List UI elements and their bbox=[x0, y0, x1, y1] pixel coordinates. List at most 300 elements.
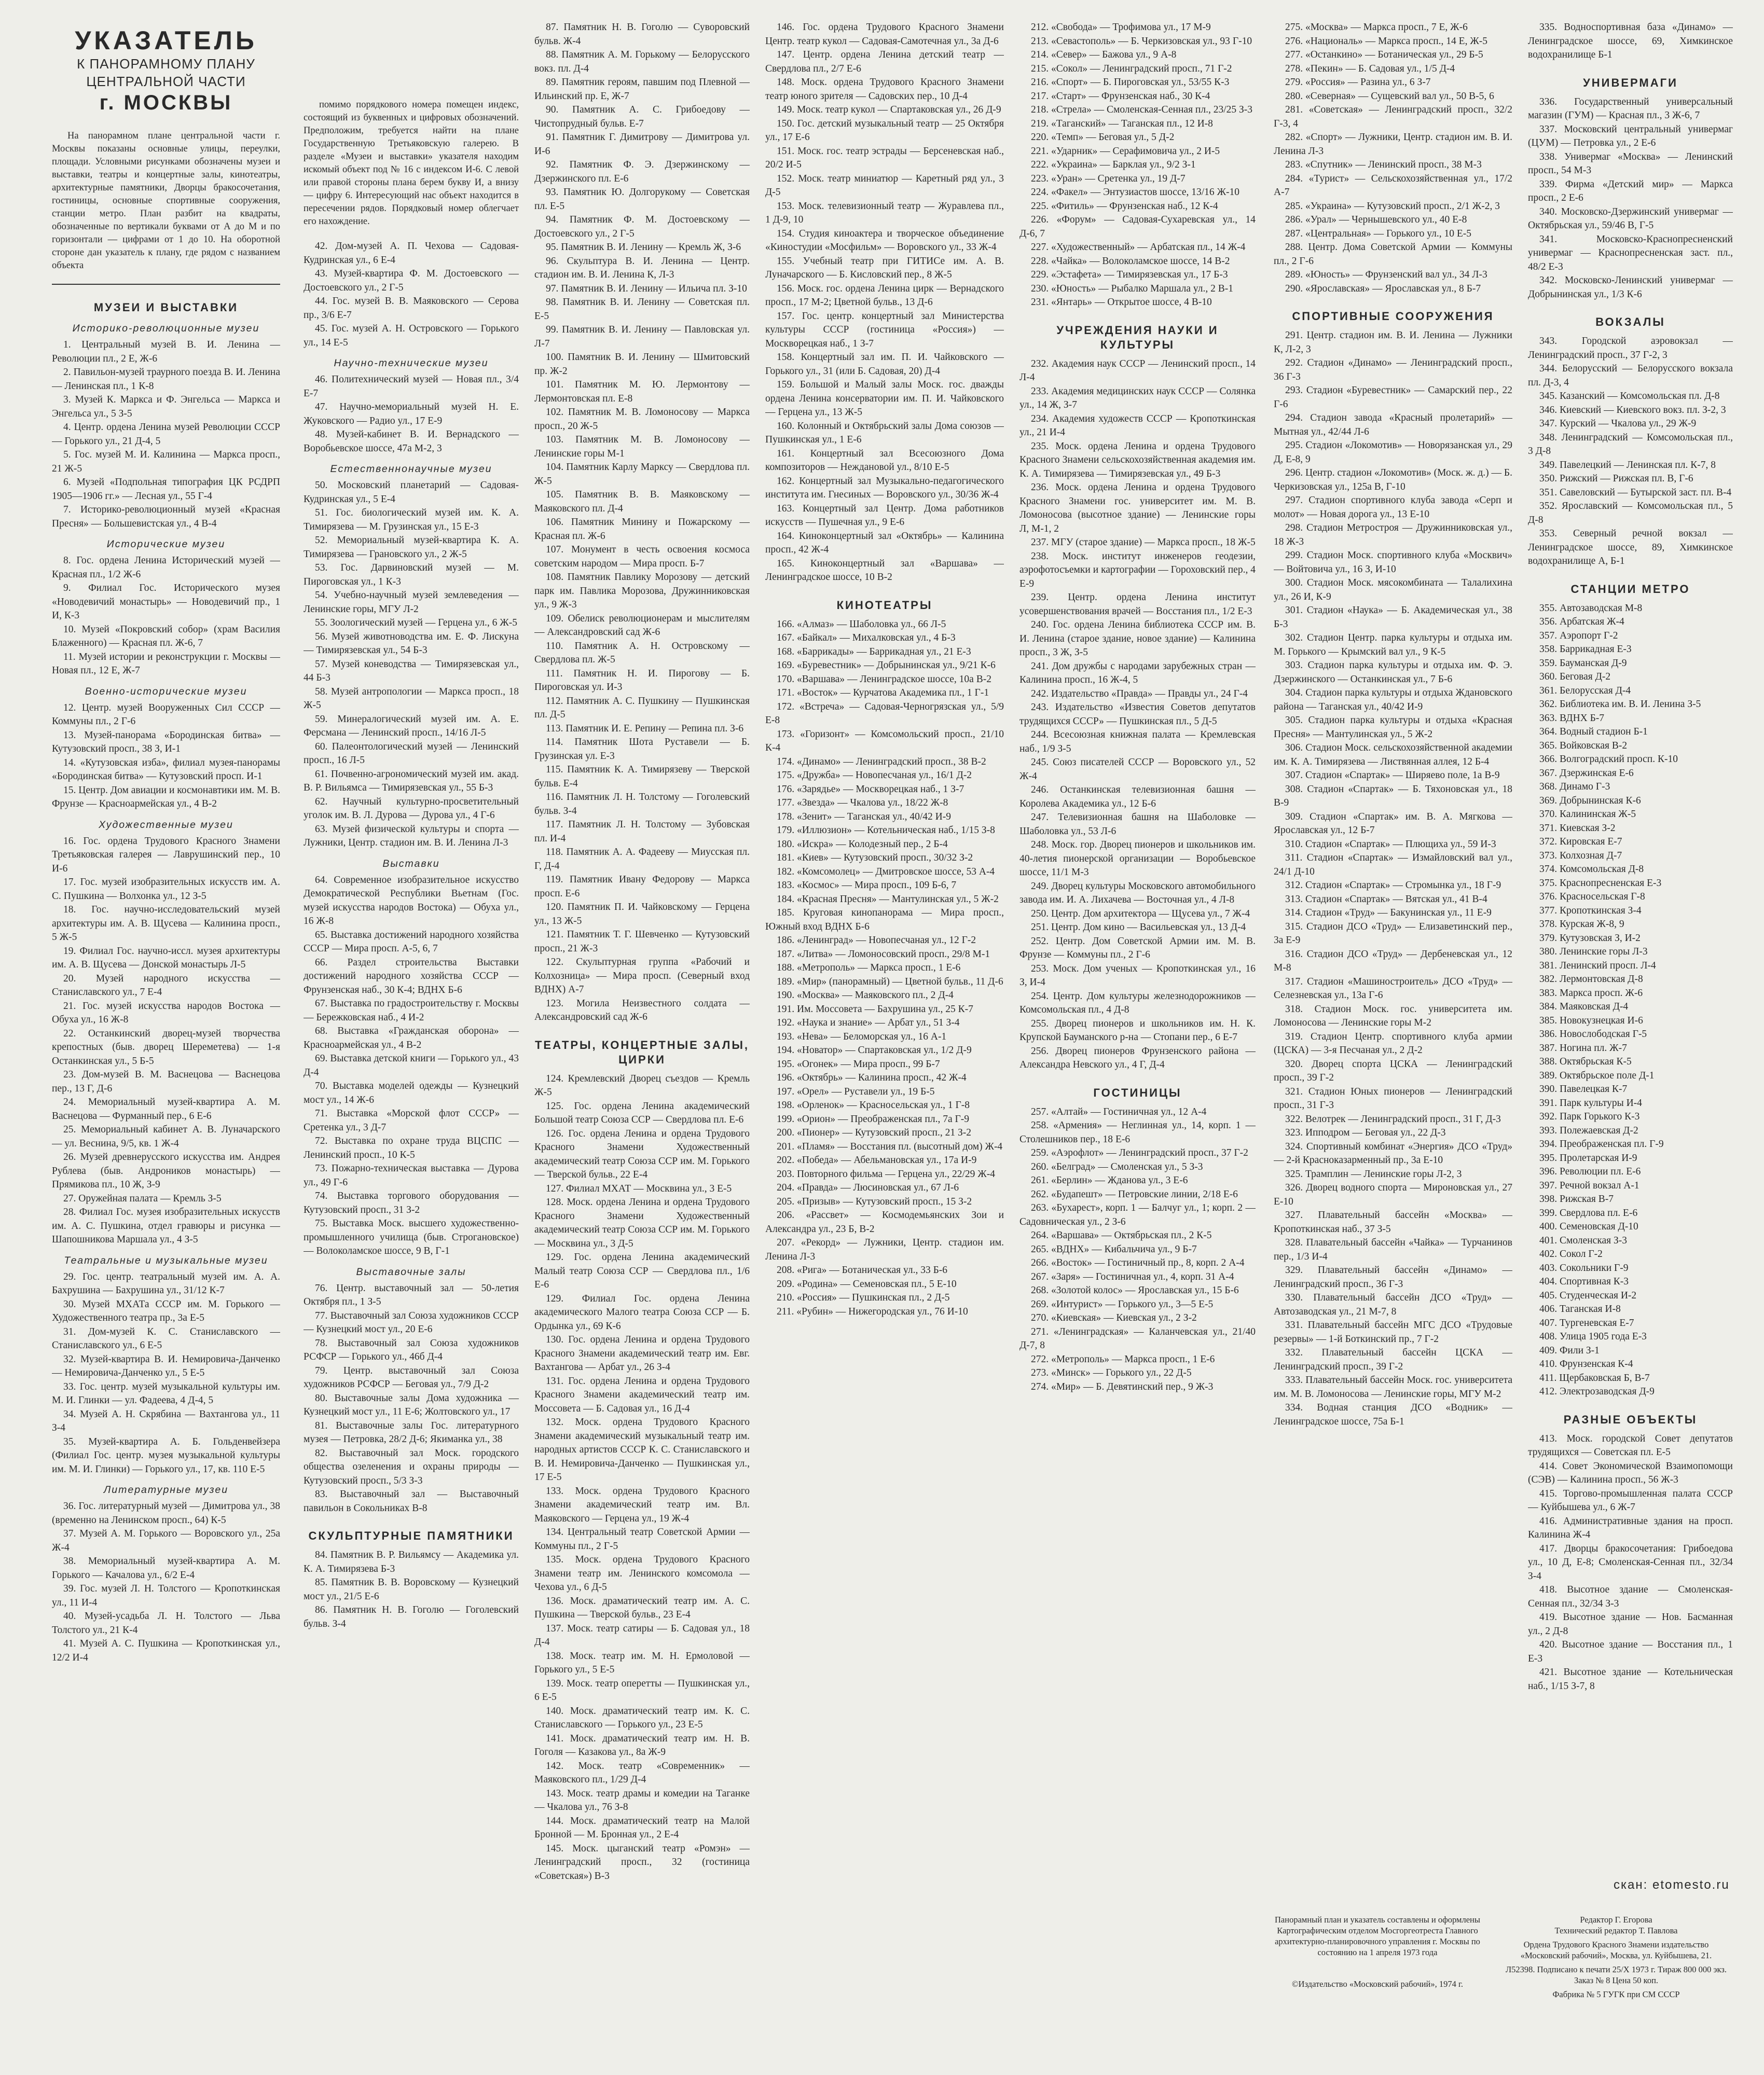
index-entry bbox=[534, 873, 750, 901]
index-entry bbox=[304, 874, 519, 929]
entry-text: 356. Арбатская bbox=[1539, 616, 1605, 627]
credits-right bbox=[1505, 1914, 1728, 2000]
grid-index: Е-4 bbox=[380, 493, 395, 505]
divider bbox=[52, 284, 280, 285]
grid-index: З-7, 8 bbox=[1571, 1680, 1595, 1692]
print-info: Л52398. Подписано к печати 25/X 1973 г. Тираж 800 000 экз. Заказ № 8 Цена 50 коп. bbox=[1505, 1965, 1727, 1985]
grid-index: Е, Ж-6 bbox=[1439, 22, 1468, 33]
index-entry bbox=[52, 393, 280, 421]
entry-text: 336. Государственный универсальный магазин (ГУМ) — Красная пл., 3 bbox=[1528, 96, 1733, 121]
index-entry bbox=[534, 1732, 750, 1760]
grid-index: Е-7 bbox=[1607, 836, 1622, 847]
grid-index: К-6 bbox=[605, 1320, 621, 1332]
entry-text: 60. Палеонтологический музей — Ленинский просп., 16 bbox=[304, 741, 519, 766]
grid-index: Г-9 bbox=[1614, 1262, 1629, 1274]
grid-index: Б-7 bbox=[1466, 283, 1481, 294]
index-entry bbox=[534, 131, 750, 158]
entry-text: 208. «Рига» — Ботаническая ул., 33 bbox=[777, 1265, 931, 1276]
grid-index: Ж-4 bbox=[811, 544, 829, 555]
entry-text: 242. Издательство «Правда» — Правды ул., 24 bbox=[1031, 688, 1231, 699]
index-entry bbox=[304, 1392, 519, 1419]
entry-text: 259. «Аэрофлот» — Ленинградский просп., 37 bbox=[1031, 1147, 1232, 1158]
index-entry bbox=[1019, 1017, 1256, 1045]
entry-text: 104. Памятник Карлу Марксу — Свердлова пл. bbox=[546, 462, 750, 473]
grid-index: Г-9 bbox=[1649, 1139, 1664, 1150]
grid-index: Е-6 bbox=[889, 517, 905, 528]
index-entry bbox=[765, 659, 1004, 673]
index-entry bbox=[1274, 466, 1512, 494]
entry-text: 332. Плавательный бассейн ЦСКА — Ленинградский просп., 39 bbox=[1274, 1347, 1512, 1372]
editor: Редактор Г. Егорова bbox=[1580, 1915, 1652, 1925]
grid-index: З-5 bbox=[208, 1193, 222, 1204]
grid-index: Л-4 bbox=[1641, 960, 1656, 971]
entry-text: 382. Лермонтовская bbox=[1539, 974, 1625, 985]
entry-text: 188. «Метрополь» — Маркса просп., 1 bbox=[777, 962, 944, 973]
index-entry bbox=[1274, 494, 1512, 521]
grid-index: З-5 bbox=[1687, 699, 1701, 710]
grid-index: Д-9 bbox=[986, 104, 1001, 115]
index-entry bbox=[1274, 769, 1512, 783]
entry-text: 99. Памятник В. И. Ленину — Павловская ул. bbox=[546, 324, 750, 335]
entry-text: 32. Музей-квартира В. И. Немировича-Данченко — Немировича-Данченко ул., 5 bbox=[52, 1353, 280, 1378]
index-entry bbox=[765, 796, 1004, 810]
grid-index: З-3 bbox=[1239, 104, 1253, 115]
index-entry bbox=[1019, 385, 1256, 412]
grid-index: Л-5 bbox=[471, 727, 486, 738]
grid-index: Е-6 bbox=[1623, 1207, 1638, 1219]
entry-text: 47. Научно-мемориальный музей Н. Е. Жуковского — Радио ул., 17 bbox=[304, 402, 519, 426]
index-entry bbox=[534, 255, 750, 282]
index-entry bbox=[304, 1337, 519, 1364]
entry-text: 341. Московско-Краснопресненский универмаг — Краснопресненская заст. пл., 48/2 bbox=[1528, 233, 1733, 272]
index-entry bbox=[534, 323, 750, 351]
grid-index: Е-6 bbox=[1200, 1353, 1215, 1365]
index-entry bbox=[1274, 714, 1512, 741]
metro-entry bbox=[1528, 1069, 1733, 1083]
entry-text: 211. «Рубин» — Нижегородская ул., 76 bbox=[777, 1306, 945, 1317]
entry-text: 66. Раздел строительства Выставки достижений народного хозяйства СССР — Фрунзенская наб., 30 bbox=[304, 957, 519, 995]
entry-text: 11. Музей истории и реконструкции г. Москвы — Новая пл., 12 bbox=[52, 651, 280, 676]
entry-text: 275. «Москва» — Маркса просп., 7 bbox=[1285, 22, 1437, 33]
grid-index: З-5 bbox=[1377, 1223, 1391, 1235]
index-entry bbox=[765, 631, 1004, 645]
grid-index: Д-4 bbox=[938, 990, 954, 1001]
entry-text: 53. Гос. Дарвиновский музей — М. Пироговская ул., 1 bbox=[304, 562, 519, 587]
grid-index: Д-8 bbox=[1114, 1004, 1129, 1015]
index-entry bbox=[765, 934, 1004, 948]
index-entry bbox=[1274, 1401, 1512, 1429]
grid-index: Л-7 bbox=[534, 338, 550, 349]
grid-index: К-5 bbox=[211, 1514, 226, 1526]
entry-text: 184. «Красная Пресня» — Мантулинская ул., 5 bbox=[777, 893, 979, 905]
index-entry bbox=[304, 823, 519, 850]
index-entry bbox=[765, 475, 1004, 502]
index-entry bbox=[765, 879, 1004, 893]
grid-index: К-6 bbox=[1625, 795, 1641, 806]
entry-text: 245. Союз писателей СССР — Воровского ул., 52 bbox=[1031, 757, 1256, 768]
grid-index: Ж-4 bbox=[1607, 616, 1624, 627]
grid-index: Ж-2 bbox=[549, 365, 568, 377]
index-entry bbox=[1528, 431, 1733, 459]
index-entry bbox=[1274, 851, 1512, 879]
grid-index: Е-9 bbox=[1019, 578, 1035, 589]
entry-text: 88. Памятник А. М. Горькому — Белорусского вокз. пл. bbox=[534, 49, 750, 74]
index-entry bbox=[304, 1603, 519, 1631]
metro-entry bbox=[1528, 1193, 1733, 1207]
entry-text: 237. МГУ (старое здание) — Маркса просп., 18 bbox=[1031, 537, 1236, 548]
entry-text: 212. «Свобода» — Трофимова ул., 17 bbox=[1031, 22, 1191, 33]
index-entry bbox=[1528, 1515, 1733, 1542]
grid-index: Ж-6 bbox=[123, 569, 141, 580]
index-entry bbox=[1274, 1126, 1512, 1140]
grid-index: В-3 bbox=[594, 1870, 610, 1882]
entry-text: 133. Моск. ордена Трудового Красного Знамени академический театр им. Вл. Маяковского — Герцена ул., 19 bbox=[534, 1485, 750, 1524]
page-title: УКАЗАТЕЛЬ bbox=[75, 26, 257, 55]
entry-text: 226. «Форум» — Садовая-Сухаревская ул., 14 bbox=[1031, 214, 1256, 225]
index-entry bbox=[534, 1526, 750, 1553]
index-entry bbox=[1528, 274, 1733, 301]
entry-text: 357. Аэропорт bbox=[1539, 630, 1602, 641]
entry-text: 324. Спортивный комбинат «Энергия» ДСО «Труд» — 2-й Красноказарменный пр., 3а bbox=[1274, 1141, 1512, 1166]
index-entry bbox=[765, 21, 1004, 48]
index-entry bbox=[52, 1192, 280, 1206]
metro-entry bbox=[1528, 657, 1733, 671]
entry-text: 269. «Интурист» — Горького ул., 3—5 bbox=[1031, 1298, 1196, 1310]
entry-text: 204. «Правда» — Люсиновская ул., 67 bbox=[777, 1182, 941, 1193]
entry-text: 394. Преображенская пл. bbox=[1539, 1139, 1647, 1150]
index-entry bbox=[304, 929, 519, 956]
entry-text: 166. «Алмаз» — Шаболовка ул., 66 bbox=[777, 618, 929, 630]
entry-text: 335. Водноспортивная база «Динамо» — Ленинградское шоссе, 69, Химкинское водохранилище bbox=[1528, 22, 1733, 60]
entry-text: 196. «Октябрь» — Калинина просп., 42 bbox=[777, 1072, 947, 1083]
grid-index: Ж-7 bbox=[1618, 1502, 1635, 1513]
index-entry bbox=[1019, 728, 1256, 756]
grid-index: А-4 bbox=[1218, 1271, 1234, 1282]
metro-entry bbox=[1528, 1014, 1733, 1028]
grid-index: И-9 bbox=[1621, 1152, 1637, 1164]
section-heading: РАЗНЫЕ ОБЪЕКТЫ bbox=[1563, 1413, 1698, 1426]
grid-index: Е-5 bbox=[934, 462, 949, 473]
entry-text: 69. Выставка детской книги — Горького ул., 43 bbox=[315, 1053, 519, 1064]
index-entry bbox=[534, 997, 750, 1025]
index-entry bbox=[534, 1196, 750, 1251]
entry-text: 78. Выставочный зал Союза художников РСФСР — Горького ул., 46б bbox=[304, 1337, 519, 1362]
entry-text: 342. Московско-Ленинский универмаг — Добрынинская ул., 1/3 bbox=[1528, 275, 1733, 300]
grid-index: Е-5 bbox=[1456, 228, 1472, 239]
entry-text: 345. Казанский — Комсомольская пл. bbox=[1539, 391, 1702, 402]
entry-text: 411. Щербаковская bbox=[1539, 1372, 1621, 1384]
grid-index: Ж, З-7 bbox=[1049, 399, 1077, 410]
entry-text: 151. Моск. гос. театр эстрады — Берсеневская наб., 20/2 bbox=[765, 145, 1004, 170]
index-entry bbox=[1019, 1284, 1256, 1298]
grid-index: Л-2 bbox=[403, 603, 419, 615]
index-entry bbox=[1019, 921, 1256, 935]
grid-index: Д-8 bbox=[1628, 974, 1643, 985]
entry-text: 303. Стадион парка культуры и отдыха им. Ф. Э. Дзержинского — Останкинская ул., 7 bbox=[1274, 660, 1512, 685]
index-entry bbox=[534, 1292, 750, 1334]
section-heading: СПОРТИВНЫЕ СООРУЖЕНИЯ bbox=[1292, 310, 1494, 323]
metro-entry bbox=[1528, 904, 1733, 918]
index-entry bbox=[1274, 1168, 1512, 1182]
entry-text: 113. Памятник И. Е. Репину — Репина пл. bbox=[546, 723, 728, 734]
metro-entry bbox=[1528, 1138, 1733, 1152]
credits-compiled: Панорамный план и указатель составлены и оформлены Картографическим отделом Мосгоргеотреста Главного архитектурно-планировочного управления г. Москвы по состоянию на 1 апреля 1973 года bbox=[1275, 1915, 1480, 1957]
entry-text: 254. Центр. Дом культуры железнодорожников — Комсомольская пл., 4 bbox=[1019, 990, 1256, 1015]
metro-entry bbox=[1528, 1097, 1733, 1111]
metro-entry bbox=[1528, 739, 1733, 753]
index-entry bbox=[1274, 783, 1512, 810]
metro-entry bbox=[1528, 1248, 1733, 1262]
index-entry bbox=[765, 906, 1004, 934]
grid-index: Е-6 bbox=[1173, 1175, 1188, 1186]
index-entry bbox=[534, 1622, 750, 1650]
entry-text: 311. Стадион «Спартак» — Измайловский вал ул., 24/1 bbox=[1274, 852, 1512, 877]
index-entry bbox=[1528, 486, 1733, 500]
grid-index: Е-4 bbox=[664, 1829, 679, 1840]
entry-text: 278. «Пекин» — Б. Садовая ул., 1/5 bbox=[1285, 63, 1437, 74]
index-entry bbox=[534, 241, 750, 255]
entry-text: 288. Центр. Дома Советской Армии — Коммуны пл., 2 bbox=[1274, 242, 1512, 267]
index-entry bbox=[304, 1025, 519, 1052]
entry-text: 379. Кутузовская bbox=[1539, 932, 1613, 944]
grid-index: Е-7 bbox=[1619, 1317, 1634, 1329]
grid-index: К-4; ВДНХ Б-6 bbox=[397, 984, 462, 995]
grid-index: Д-9 bbox=[956, 1045, 972, 1056]
entry-text: 72. Выставка по охране труда ВЦСПС — Ленинский просп., 10 bbox=[304, 1136, 519, 1160]
entry-text: 182. «Комсомолец» — Дмитровское шоссе, 53 bbox=[777, 866, 976, 877]
entry-text: 297. Стадион спортивного клуба завода «Серп и молот» — Новая дорога ул., 13 bbox=[1274, 495, 1512, 520]
entry-text: 235. Моск. ордена Ленина и ордена Трудового Красного Знамени сельскохозяйственная академия им. К. А. Тимирязева — Тимирязевская ул., 49 bbox=[1019, 440, 1256, 479]
entry-text: 209. «Родина» — Семеновская пл., 5 bbox=[777, 1278, 934, 1290]
grid-index: Г-2 bbox=[1388, 1361, 1403, 1372]
entry-text: 402. Сокол bbox=[1539, 1249, 1586, 1260]
grid-index: В-1 bbox=[1218, 283, 1234, 294]
index-entry bbox=[52, 945, 280, 972]
grid-index: Б-6 bbox=[1438, 673, 1453, 685]
grid-index: Д-2 bbox=[956, 770, 972, 781]
metro-entry bbox=[1528, 1385, 1733, 1399]
index-entry bbox=[534, 818, 750, 846]
grid-index: Е-10 bbox=[1410, 508, 1430, 520]
entry-text: 401. Смоленская bbox=[1539, 1235, 1611, 1246]
grid-index: Ж, З-5 bbox=[1060, 647, 1088, 658]
index-entry bbox=[534, 543, 750, 571]
index-entry bbox=[1019, 550, 1256, 591]
metro-entry bbox=[1528, 1179, 1733, 1193]
entry-text: 410. Фрунзенская bbox=[1539, 1359, 1616, 1370]
index-entry bbox=[52, 1000, 280, 1027]
grid-index: Л-2, 3 bbox=[1436, 1168, 1462, 1180]
entry-text: 180. «Искра» — Колодезный пер., 2 bbox=[777, 838, 931, 850]
index-entry bbox=[304, 616, 519, 630]
grid-index: А-1 bbox=[930, 1031, 947, 1042]
grid-index: Д-5 bbox=[1176, 1367, 1192, 1378]
entry-text: 277. «Останкино» — Ботаническая ул., 29 bbox=[1285, 49, 1467, 60]
grid-index: И-5 bbox=[785, 159, 802, 170]
entry-text: 232. Академия наук СССР — Ленинский просп., 14 bbox=[1031, 358, 1256, 369]
index-entry bbox=[304, 479, 519, 506]
grid-index: Е-6 bbox=[729, 1114, 744, 1125]
entry-text: 317. Стадион «Машиностроитель» ДСО «Труд» — Селезневская ул., 13а bbox=[1274, 976, 1512, 1001]
metro-entry bbox=[1528, 794, 1733, 808]
entry-text: 257. «Алтай» — Гостиничная ул., 12 bbox=[1031, 1106, 1189, 1117]
grid-index: М-1 bbox=[972, 948, 990, 960]
entry-text: 364. Водный стадион bbox=[1539, 726, 1631, 737]
index-entry bbox=[534, 695, 750, 722]
subsection-heading: Военно-исторические музеи bbox=[85, 685, 247, 697]
index-entry bbox=[52, 1027, 280, 1069]
grid-index: Е-5 bbox=[547, 1472, 562, 1483]
entry-text: 52. Мемориальный музей-квартира К. А. Тимирязева — Грановского ул., 2 bbox=[304, 535, 519, 560]
index-entry bbox=[534, 722, 750, 736]
entry-text: 217. «Старт» — Фрунзенская наб., 30 bbox=[1031, 90, 1193, 102]
index-entry bbox=[1019, 62, 1256, 76]
index-entry bbox=[1274, 1113, 1512, 1127]
grid-index: Ж-4 bbox=[1228, 242, 1246, 253]
grid-index: Ж-4 bbox=[1232, 908, 1250, 919]
metro-entry bbox=[1528, 1344, 1733, 1358]
index-entry bbox=[304, 295, 519, 322]
grid-index: Ж-4 bbox=[979, 242, 997, 253]
index-entry bbox=[52, 1096, 280, 1123]
grid-index: И-6 bbox=[52, 863, 68, 874]
grid-index: Е-6 bbox=[418, 1324, 433, 1335]
entry-text: 306. Стадион Моск. сельскохозяйственной академии им. К. А. Тимирязева — Листвянная аллея, 12 bbox=[1274, 742, 1512, 767]
entry-text: 383. Маркса просп. bbox=[1539, 987, 1623, 999]
entry-text: 262. «Будапешт» — Петровские линии, 2/18 bbox=[1031, 1188, 1221, 1200]
entry-text: 174. «Динамо» — Ленинградский просп., 38 bbox=[777, 756, 969, 767]
entry-text: 128. Моск. ордена Ленина и ордена Трудового Красного Знамени Художественный академический театр Союза ССР им. М. Горького — Москвина ул., 3 bbox=[534, 1197, 750, 1249]
entry-text: 234. Академия художеств СССР — Кропоткинская ул., 21 bbox=[1019, 413, 1256, 438]
index-entry bbox=[52, 1325, 280, 1353]
entry-text: 249. Дворец культуры Московского автомобильного завода им. И. А. Лихачева — Восточная ул., 4 bbox=[1019, 880, 1256, 905]
metro-entry bbox=[1528, 753, 1733, 767]
index-entry bbox=[1528, 1666, 1733, 1693]
entry-text: 395. Пролетарская bbox=[1539, 1152, 1619, 1164]
grid-index: Ж-6 bbox=[630, 1012, 647, 1022]
grid-index: Е, Ж-6 bbox=[128, 353, 158, 364]
entry-text: 43. Музей-квартира Ф. М. Достоевского — Достоевского ул., 2 bbox=[304, 268, 519, 293]
entry-text: 31. Дом-музей К. С. Станиславского — Станиславского ул., 6 bbox=[52, 1326, 280, 1351]
grid-index: Д-7 bbox=[1606, 850, 1622, 861]
index-entry bbox=[765, 700, 1004, 728]
grid-index: Г-5 bbox=[620, 228, 635, 239]
index-entry bbox=[534, 186, 750, 213]
grid-index: Ж-7 bbox=[1609, 1042, 1627, 1054]
column-6 bbox=[1274, 21, 1512, 1878]
index-entry bbox=[1019, 1229, 1256, 1243]
grid-index: З-2 bbox=[406, 1204, 420, 1215]
grid-index: Е-4 bbox=[676, 1609, 691, 1620]
grid-index: Л-3 bbox=[492, 837, 508, 848]
grid-index: З-2 bbox=[1183, 1312, 1197, 1323]
entry-text: 239. Центр. ордена Ленина институт усовершенствования врачей — Восстания пл., 1/2 bbox=[1019, 592, 1256, 617]
index-entry bbox=[1019, 1256, 1256, 1270]
entry-text: 405. Студенческая bbox=[1539, 1290, 1618, 1301]
entry-text: 127. Филиал МХАТ — Москвина ул., 3 bbox=[546, 1183, 715, 1194]
grid-index: И-4 bbox=[72, 1652, 88, 1663]
intro bbox=[52, 125, 280, 272]
entry-text: 130. Гос. ордена Ленина и ордена Трудового Красного Знамени академический театр им. Евг. Вахтангова — Арбат ул., 26 bbox=[534, 1334, 750, 1373]
entry-text: 200. «Пионер» — Кутузовский просп., 21 bbox=[777, 1127, 956, 1138]
entry-text: 377. Кропоткинская bbox=[1539, 905, 1625, 916]
grid-index: Д-8 bbox=[1528, 514, 1544, 525]
metro-entry bbox=[1528, 877, 1733, 891]
entry-text: 417. Дворцы бракосочетания: Грибоедова ул., 10 bbox=[1528, 1543, 1733, 1568]
grid-index: Ж-4 bbox=[977, 1168, 995, 1180]
entry-text: 7. Историко-революционный музей «Красная Пресня» — Большевистская ул., 4 bbox=[52, 504, 280, 529]
grid-index: Б-7 bbox=[1360, 825, 1375, 836]
grid-index: И-4 bbox=[81, 1597, 98, 1608]
index-entry bbox=[1019, 158, 1256, 172]
index-entry bbox=[1274, 356, 1512, 384]
entry-text: 108. Памятник Павлику Морозову — детский парк им. Павлика Морозова, Дружинниковская ул., 9 bbox=[534, 572, 750, 610]
entry-text: 260. «Белград» — Смоленская ул., 5 bbox=[1031, 1161, 1187, 1172]
index-entry bbox=[1019, 35, 1256, 49]
entry-text: 302. Стадион Центр. парка культуры и отдыха им. М. Горького — Крымский вал ул., 9 bbox=[1274, 632, 1512, 657]
index-entry bbox=[765, 961, 1004, 975]
index-entry bbox=[52, 503, 280, 531]
entry-text: 74. Выставка торгового оборудования — Кутузовский просп., 31 bbox=[304, 1191, 519, 1215]
index-entry bbox=[52, 448, 280, 476]
grid-index: Д-3, 4 bbox=[1543, 377, 1569, 388]
entry-text: 170. «Варшава» — Ленинградское шоссе, 10а bbox=[777, 673, 974, 685]
entry-text: 214. «Север» — Бажова ул., 9 bbox=[1031, 49, 1159, 60]
index-entry bbox=[52, 582, 280, 623]
index-entry bbox=[1019, 687, 1256, 701]
entry-text: 362. Библиотека им. В. И. Ленина bbox=[1539, 699, 1685, 710]
grid-index: Ж-3 bbox=[1195, 1381, 1214, 1392]
grid-index: Ж-5 bbox=[449, 548, 467, 560]
entry-text: 374. Комсомольская bbox=[1539, 864, 1626, 875]
grid-index: Ж-2, 3 bbox=[1472, 200, 1500, 212]
grid-index: В, Г-10 bbox=[1374, 481, 1405, 492]
index-entry bbox=[304, 1419, 519, 1447]
grid-index: Д-2 bbox=[1595, 671, 1611, 682]
entry-text: 320. Дворец спорта ЦСКА — Ленинградский просп., 39 bbox=[1274, 1058, 1512, 1083]
index-entry bbox=[765, 1003, 1004, 1017]
section-heading: ТЕАТРЫ, КОНЦЕРТНЫЕ ЗАЛЫ, ЦИРКИ bbox=[534, 1038, 749, 1066]
index-entry bbox=[765, 351, 1004, 378]
grid-index: Г-8 bbox=[955, 1100, 970, 1111]
index-entry bbox=[1274, 21, 1512, 35]
entry-text: 250. Центр. Дом архитектора — Щусева ул., 7 bbox=[1031, 908, 1230, 919]
grid-index: Е-5 bbox=[717, 1183, 732, 1194]
column-1 bbox=[52, 21, 280, 2054]
metro-entry bbox=[1528, 822, 1733, 836]
index-entry bbox=[1274, 521, 1512, 549]
metro-entry bbox=[1528, 1165, 1733, 1179]
grid-index: И-9 bbox=[935, 811, 951, 822]
grid-index: Е-5 bbox=[190, 1367, 205, 1378]
index-entry bbox=[1019, 1366, 1256, 1380]
entry-text: 283. «Спутник» — Ленинский просп., 38 bbox=[1285, 159, 1462, 170]
index-entry bbox=[1274, 282, 1512, 296]
entry-text: 138. Моск. театр им. М. Н. Ермоловой — Горького ул., 5 bbox=[534, 1650, 750, 1675]
grid-index: К-6 bbox=[1627, 288, 1642, 300]
entry-text: 418. Высотное здание — Смоленская-Сенная пл., 32/34 bbox=[1528, 1584, 1733, 1609]
metro-entry bbox=[1528, 973, 1733, 987]
entry-text: 103. Памятник М. В. Ломоносову — Ленинские горы bbox=[534, 434, 750, 459]
metro-entry bbox=[1528, 945, 1733, 959]
entry-text: 37. Музей А. М. Горького — Воровского ул., 25а bbox=[63, 1528, 280, 1539]
grid-index: Е-6 bbox=[614, 173, 629, 184]
entry-text: 46. Политехнический музей — Новая пл., 3/4 bbox=[315, 374, 519, 385]
entry-text: 223. «Уран» — Сретенка ул., 19 bbox=[1031, 173, 1168, 184]
entry-text: 175. «Дружба» — Новопесчаная ул., 16/1 bbox=[777, 770, 954, 781]
grid-index: Е-6 bbox=[1641, 137, 1656, 148]
entry-text: 355. Автозаводская bbox=[1539, 602, 1622, 614]
